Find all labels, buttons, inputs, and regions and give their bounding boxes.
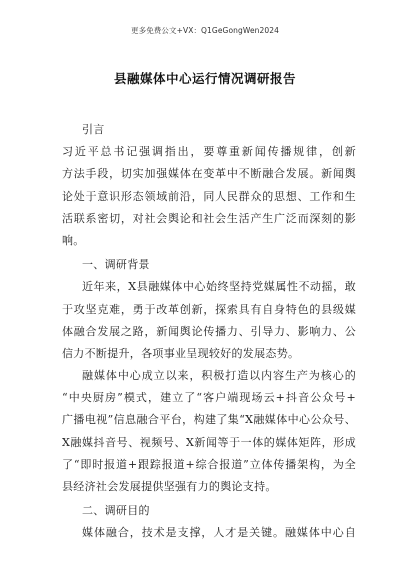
paragraph-line: 于攻坚克难，勇于改革创新，探索具有自身特色的县级媒	[62, 302, 356, 316]
section-heading: 二、调研目的	[82, 504, 150, 518]
paragraph-line: “中央厨房”模式，建立了“客户端现场云+抖音公众号+	[62, 391, 356, 405]
paragraph-line: 方法手段，切实加强媒体在变革中不断融合发展。新闻舆	[62, 167, 356, 181]
body-text	[62, 117, 356, 545]
paragraph-line: 习近平总书记强调指出，要尊重新闻传播规律，创新	[62, 145, 356, 159]
section-heading: 引言	[82, 123, 105, 136]
paragraph-line: 论处于意识形态领域前沿，同人民群众的思想、工作和生	[62, 189, 356, 203]
paragraph-line: 融媒体中心成立以来，积极打造以内容生产为核心的	[82, 369, 356, 383]
paragraph-line: 县经济社会发展提供坚强有力的舆论支持。	[62, 480, 277, 493]
paragraph-line: 信力不断提升，各项事业呈现较好的发展态势。	[62, 346, 300, 360]
paragraph-line: 近年来，X县融媒体中心始终坚持党媒属性不动摇，敢	[82, 280, 356, 294]
paragraph-line: 媒体融合，技术是支撑，人才是关键。融媒体中心自	[82, 526, 356, 540]
paragraph-line: 了“即时报道+跟踪报道+综合报道”立体传播架构，为全	[62, 457, 356, 471]
header-note: 更多免费公文+VX：Q1GeGongWen2024	[131, 26, 279, 35]
paragraph-line: 活联系密切，对社会舆论和社会生活产生广泛而深刻的影	[62, 211, 356, 225]
paragraph-line: 响。	[62, 233, 85, 247]
section-heading: 一、调研背景	[82, 258, 150, 272]
paragraph-line: X融媒抖音号、视频号、X新闻等于一体的媒体矩阵，形成	[62, 435, 356, 449]
paragraph-line: 广播电视”信息融合平台，构建了集“X融媒体中心公众号、	[62, 413, 356, 427]
paragraph-line: 体融合发展之路，新闻舆论传播力、引导力、影响力、公	[62, 324, 356, 338]
page-title: 县融媒体中心运行情况调研报告	[113, 71, 296, 86]
